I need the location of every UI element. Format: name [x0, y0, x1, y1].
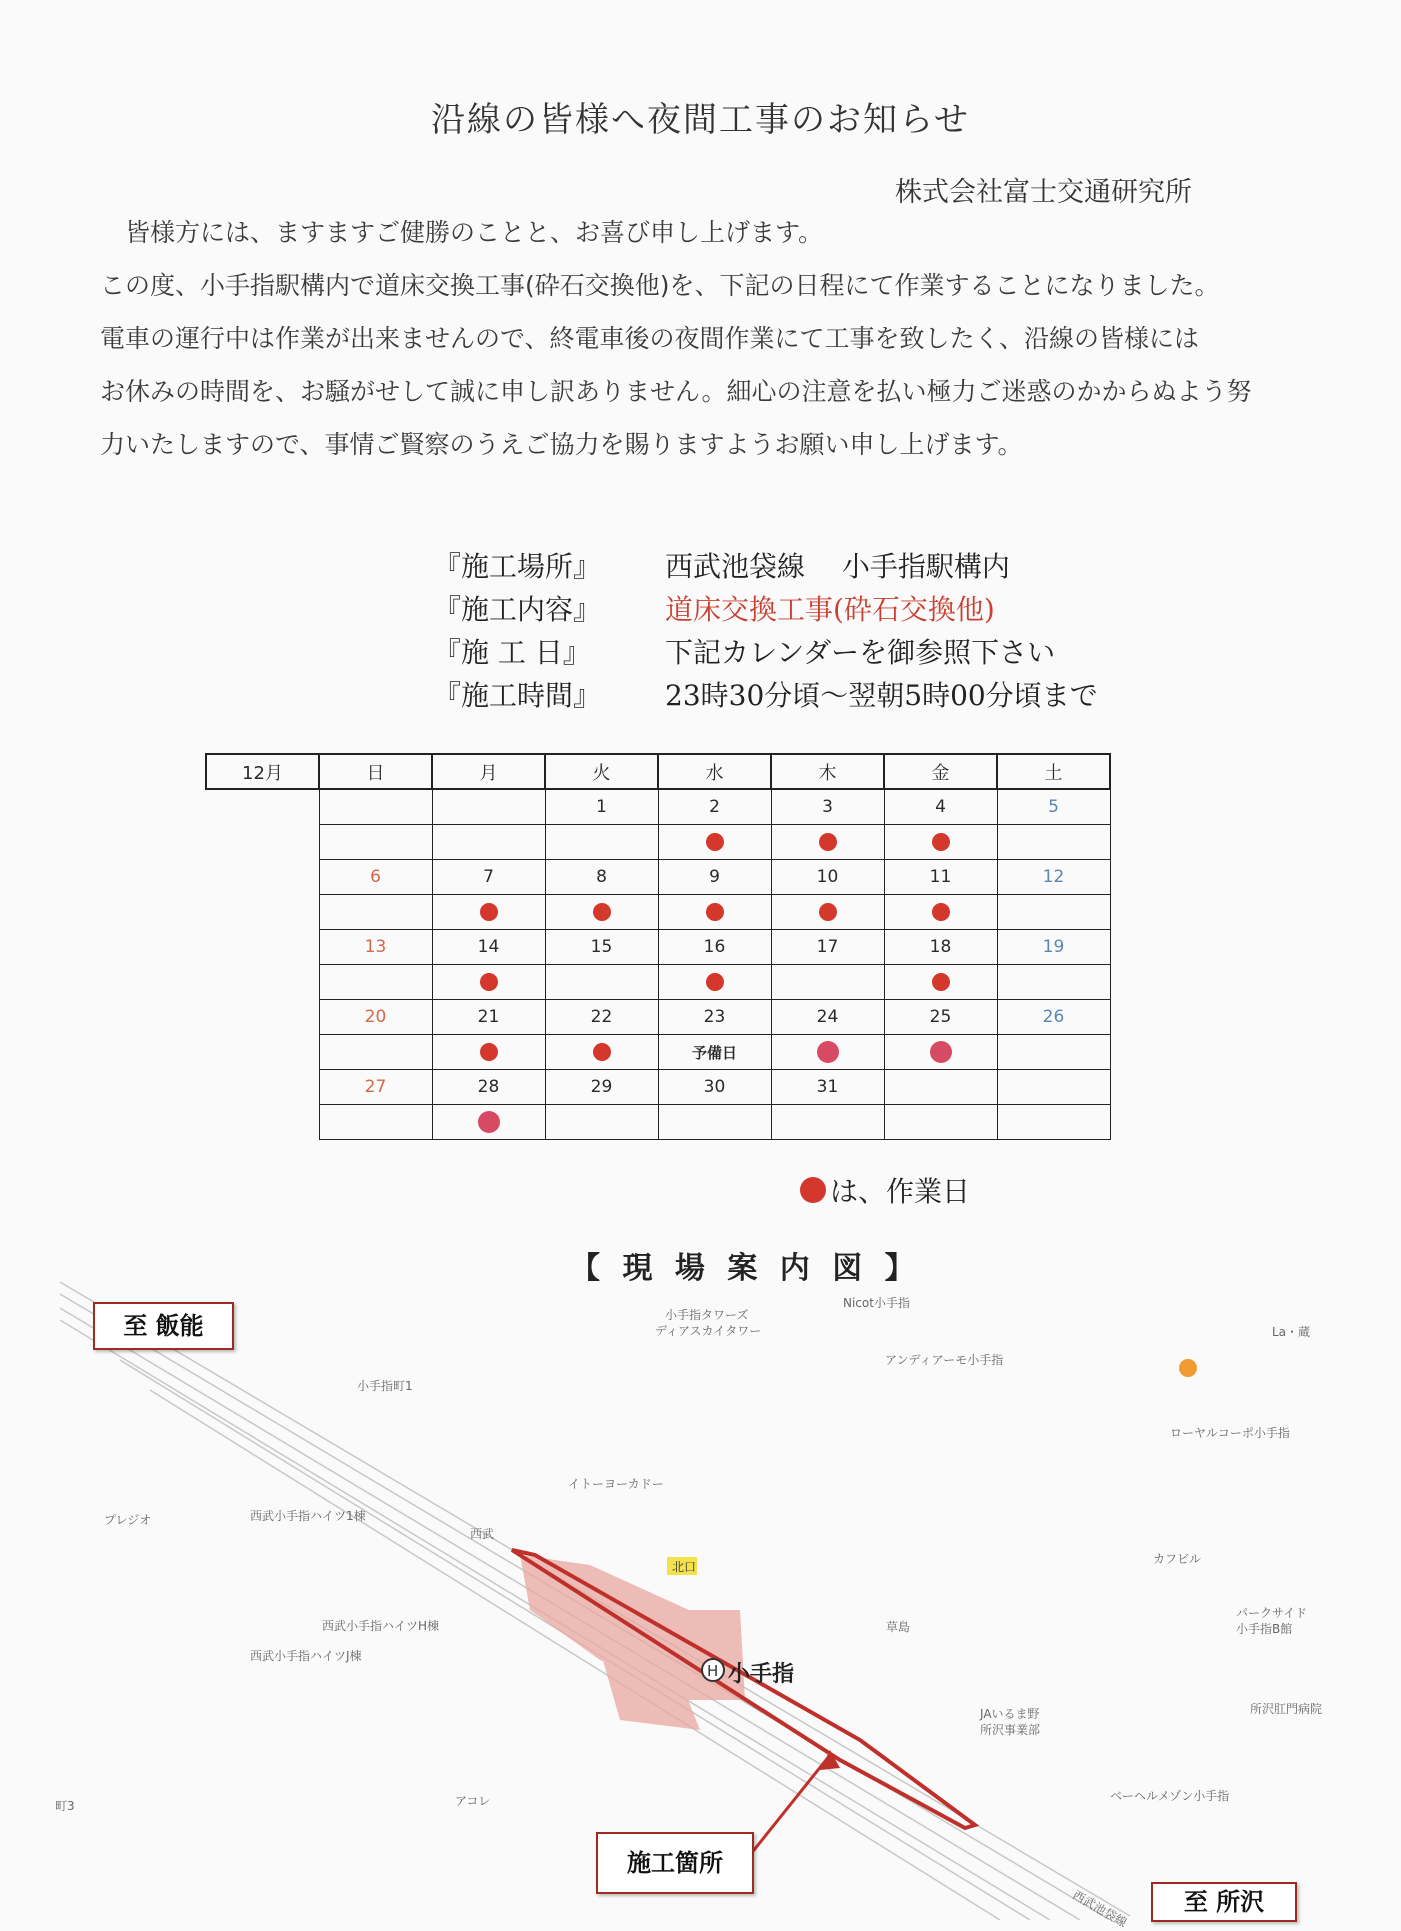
calendar-mark-row	[206, 1105, 1110, 1140]
calendar-date: 9	[658, 860, 771, 895]
map-label: 小手指町1	[357, 1379, 413, 1393]
parking-icon	[1179, 1359, 1197, 1377]
construction-site-label: 施工箇所	[596, 1832, 754, 1894]
calendar-mark-row	[206, 825, 1110, 860]
weekday-thu: 木	[771, 754, 884, 789]
calendar-spacer	[206, 789, 319, 825]
calendar-mark-row	[206, 895, 1110, 930]
calendar-date: 27	[319, 1070, 432, 1105]
calendar-date: 13	[319, 930, 432, 965]
calendar-mark-cell	[658, 965, 771, 1000]
calendar-date: 2	[658, 789, 771, 825]
calendar-date	[884, 1070, 997, 1105]
info-value: 23時30分頃～翌朝5時00分頃まで	[665, 679, 1098, 712]
calendar-mark-cell	[658, 1035, 771, 1070]
map-label: アンディアーモ小手指	[885, 1353, 1004, 1367]
map-label: ローヤルコーポ小手指	[1170, 1426, 1290, 1440]
notice-body	[100, 206, 1340, 471]
calendar-date: 24	[771, 1000, 884, 1035]
map-label: 小手指B館	[1236, 1622, 1293, 1636]
calendar-date: 5	[997, 789, 1110, 825]
map-label: カフビル	[1153, 1552, 1202, 1566]
weekday-mon: 月	[432, 754, 545, 789]
calendar-date: 29	[545, 1070, 658, 1105]
work-info	[433, 545, 1098, 717]
calendar-mark-cell	[432, 895, 545, 930]
calendar-mark-cell	[771, 895, 884, 930]
calendar-date: 19	[997, 930, 1110, 965]
info-value: 下記カレンダーを御参照下さい	[665, 636, 1056, 669]
calendar-mark-cell	[771, 825, 884, 860]
work-day-dot	[480, 1043, 498, 1061]
calendar-mark-cell	[997, 825, 1110, 860]
calendar-mark-cell	[658, 1105, 771, 1140]
page-title: 沿線の皆様へ夜間工事のお知らせ	[431, 100, 970, 140]
calendar-date: 1	[545, 789, 658, 825]
work-day-dot	[706, 903, 724, 921]
calendar-spacer	[206, 895, 319, 930]
calendar-mark-cell	[545, 1105, 658, 1140]
station-name: 小手指	[728, 1662, 795, 1687]
calendar-mark-cell	[884, 895, 997, 930]
work-day-dot	[800, 1177, 826, 1203]
calendar-mark-cell	[997, 1105, 1110, 1140]
map-label: ベーヘルメゾン小手指	[1110, 1789, 1230, 1803]
work-calendar	[205, 753, 1111, 1140]
map-label: 西武小手指ハイツJ棟	[250, 1649, 362, 1663]
calendar-date: 20	[319, 1000, 432, 1035]
calendar-mark-cell	[658, 895, 771, 930]
calendar-date: 28	[432, 1070, 545, 1105]
calendar-mark-cell	[319, 965, 432, 1000]
work-day-dot	[593, 903, 611, 921]
to-hanno-label: 至 飯能	[93, 1302, 234, 1350]
calendar-date: 23	[658, 1000, 771, 1035]
map-label: アコレ	[455, 1794, 491, 1808]
paragraph-line: この度、小手指駅構内で道床交換工事(砕石交換他)を、下記の日程にて作業することになりました。	[100, 271, 1220, 300]
calendar-date: 10	[771, 860, 884, 895]
weekday-fri: 金	[884, 754, 997, 789]
work-day-dot	[480, 973, 498, 991]
organization-name: 株式会社富士交通研究所	[895, 177, 1192, 208]
calendar-header	[206, 754, 1110, 789]
calendar-date: 7	[432, 860, 545, 895]
calendar-date: 8	[545, 860, 658, 895]
calendar-mark-cell	[432, 1105, 545, 1140]
site-map	[0, 1280, 1401, 1920]
map-label: 西武小手指ハイツ1棟	[250, 1509, 366, 1523]
calendar-spacer	[206, 1070, 319, 1105]
calendar-week-row	[206, 1000, 1110, 1035]
calendar-mark-cell	[319, 895, 432, 930]
calendar-date: 22	[545, 1000, 658, 1035]
calendar-date: 14	[432, 930, 545, 965]
calendar-mark-cell	[771, 1105, 884, 1140]
info-location	[433, 545, 1098, 588]
info-label: 『施 工 日』	[433, 636, 591, 669]
station-icon-glyph: H	[707, 1662, 719, 1680]
work-day-dot	[819, 833, 837, 851]
calendar-mark-cell	[997, 1035, 1110, 1070]
calendar-date: 18	[884, 930, 997, 965]
north-exit-label: 北口	[672, 1560, 697, 1574]
calendar-mark-cell	[545, 825, 658, 860]
calendar-date	[432, 789, 545, 825]
calendar-mark-cell	[884, 825, 997, 860]
paragraph-line: お休みの時間を、お騒がせして誠に申し訳ありません。細心の注意を払い極力ご迷惑のかからぬよう努	[100, 377, 1252, 406]
calendar-spacer	[206, 1035, 319, 1070]
map-label: La・蔵	[1272, 1325, 1311, 1339]
calendar-mark-cell	[319, 1035, 432, 1070]
weekday-tue: 火	[545, 754, 658, 789]
info-label: 『施工場所』	[433, 550, 602, 583]
calendar-month: 12月	[206, 754, 319, 789]
calendar-spacer	[206, 860, 319, 895]
work-day-dot	[480, 903, 498, 921]
work-day-dot	[932, 833, 950, 851]
reserve-day-label: 予備日	[691, 1043, 737, 1062]
calendar-date: 16	[658, 930, 771, 965]
calendar-legend	[800, 1170, 970, 1210]
calendar-spacer	[206, 1000, 319, 1035]
info-time	[433, 674, 1098, 717]
calendar-week-row	[206, 789, 1110, 825]
weekday-sat: 土	[997, 754, 1110, 789]
calendar-mark-row	[206, 1035, 1110, 1070]
calendar-spacer	[206, 825, 319, 860]
info-content	[433, 588, 1098, 631]
work-day-dot	[819, 903, 837, 921]
paragraph-line: 力いたしますので、事情ご賢察のうえご協力を賜りますようお願い申し上げます。	[100, 430, 1023, 459]
info-date	[433, 631, 1098, 674]
calendar-mark-cell	[319, 825, 432, 860]
calendar-date: 4	[884, 789, 997, 825]
calendar-date: 30	[658, 1070, 771, 1105]
calendar-week-row	[206, 1070, 1110, 1105]
map-label: 西武	[470, 1527, 495, 1541]
calendar-spacer	[206, 965, 319, 1000]
work-day-dot	[478, 1111, 500, 1133]
work-day-dot	[593, 1043, 611, 1061]
calendar-week-row	[206, 930, 1110, 965]
calendar-spacer	[206, 1105, 319, 1140]
map-label: 草島	[886, 1620, 911, 1634]
calendar-date	[997, 1070, 1110, 1105]
calendar-mark-cell	[319, 1105, 432, 1140]
calendar-date: 17	[771, 930, 884, 965]
legend-text: は、作業日	[830, 1175, 971, 1208]
work-day-dot	[932, 903, 950, 921]
map-label: JAいるま野	[980, 1707, 1040, 1721]
info-value: 西武池袋線 小手指駅構内	[665, 550, 1010, 583]
map-label: ディアスカイタワー	[655, 1324, 762, 1338]
calendar-mark-cell	[432, 965, 545, 1000]
work-day-dot	[817, 1041, 839, 1063]
map-label: 町3	[55, 1799, 75, 1813]
calendar-mark-cell	[545, 895, 658, 930]
weekday-wed: 水	[658, 754, 771, 789]
calendar-date: 3	[771, 789, 884, 825]
calendar-mark-cell	[884, 1105, 997, 1140]
map-label: 所沢肛門病院	[1250, 1702, 1323, 1716]
info-label: 『施工内容』	[433, 593, 602, 626]
work-day-dot	[930, 1041, 952, 1063]
calendar-week-row	[206, 860, 1110, 895]
calendar-mark-cell	[884, 965, 997, 1000]
calendar-date: 11	[884, 860, 997, 895]
map-label: 西武小手指ハイツH棟	[322, 1619, 440, 1633]
calendar-mark-cell	[545, 965, 658, 1000]
calendar-mark-cell	[884, 1035, 997, 1070]
map-label: 西武池袋線	[1070, 1887, 1130, 1930]
info-label: 『施工時間』	[433, 679, 602, 712]
calendar-date: 6	[319, 860, 432, 895]
work-day-dot	[706, 833, 724, 851]
calendar-mark-cell	[432, 1035, 545, 1070]
calendar-date	[319, 789, 432, 825]
map-label: イトーヨーカドー	[568, 1477, 664, 1491]
calendar-mark-cell	[997, 895, 1110, 930]
calendar-date: 26	[997, 1000, 1110, 1035]
weekday-sun: 日	[319, 754, 432, 789]
calendar-date: 31	[771, 1070, 884, 1105]
calendar-mark-cell	[997, 965, 1110, 1000]
to-tokorozawa-label: 至 所沢	[1151, 1882, 1297, 1922]
paragraph-line: 皆様方には、ますますご健勝のことと、お喜び申し上げます。	[100, 218, 824, 247]
calendar-mark-cell	[771, 965, 884, 1000]
map-label: 小手指タワーズ	[665, 1308, 749, 1322]
map-label: Nicot小手指	[843, 1296, 910, 1310]
calendar-date: 25	[884, 1000, 997, 1035]
info-value: 道床交換工事(砕石交換他)	[665, 593, 995, 626]
work-day-dot	[706, 973, 724, 991]
map-title: 【 現 場 案 内 図 】	[570, 1251, 921, 1286]
map-label: プレジオ	[104, 1513, 152, 1527]
calendar-mark-cell	[432, 825, 545, 860]
paragraph-line: 電車の運行中は作業が出来ませんので、終電車後の夜間作業にて工事を致したく、沿線の皆様には	[100, 324, 1200, 353]
site-pointer-arrow	[750, 1755, 830, 1855]
calendar-mark-row	[206, 965, 1110, 1000]
calendar-spacer	[206, 930, 319, 965]
calendar-mark-cell	[771, 1035, 884, 1070]
map-label: パークサイド	[1236, 1606, 1308, 1620]
calendar-date: 12	[997, 860, 1110, 895]
work-day-dot	[932, 973, 950, 991]
calendar-date: 21	[432, 1000, 545, 1035]
calendar-mark-cell	[545, 1035, 658, 1070]
calendar-date: 15	[545, 930, 658, 965]
calendar-mark-cell	[658, 825, 771, 860]
map-label: 所沢事業部	[980, 1723, 1041, 1737]
